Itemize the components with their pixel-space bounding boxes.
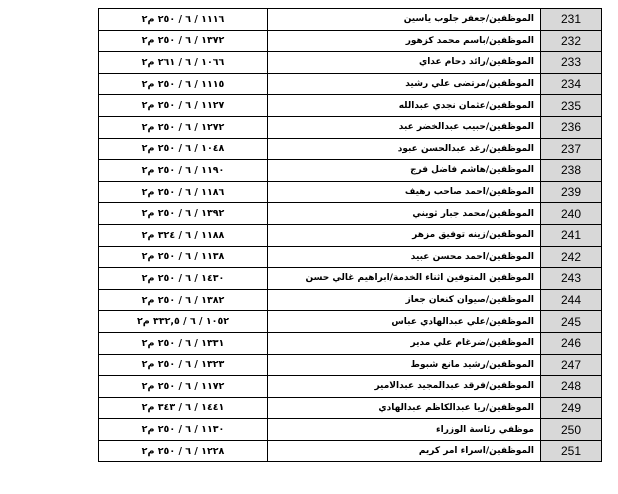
row-number: 234 [541,73,602,95]
beneficiary-name: الموظفين/رائد دحام عداي [268,52,541,74]
row-number: 239 [541,181,602,203]
table-row [99,30,602,52]
row-number: 246 [541,332,602,354]
table-row [99,332,602,354]
plot-reference: ١٠٥٢ / ٦ / ٣٣٢,٥ م٢ [99,311,268,333]
row-number: 242 [541,246,602,268]
table-row [99,116,602,138]
row-number: 251 [541,440,602,462]
beneficiary-name: الموظفين/احمد محسن عبيد [268,246,541,268]
allocation-table [98,8,602,462]
table-row [99,52,602,74]
plot-reference: ١١٩٠ / ٦ / ٢٥٠ م٢ [99,160,268,182]
beneficiary-name: الموظفين/رغد عبدالحسن عبود [268,138,541,160]
beneficiary-name: الموظفين/زينه توفيق مزهر [268,224,541,246]
row-number: 248 [541,376,602,398]
beneficiary-name: الموظفين/جعفر جلوب ياسين [268,9,541,31]
beneficiary-name: الموظفين/علي عبدالهادي عباس [268,311,541,333]
beneficiary-name: الموظفين/فرقد عبدالمجيد عبدالامير [268,376,541,398]
row-number: 245 [541,311,602,333]
table-row [99,224,602,246]
table-row [99,9,602,31]
plot-reference: ١٢٧٢ / ٦ / ٢٥٠ م٢ [99,116,268,138]
beneficiary-name: الموظفين/باسم محمد كزهور [268,30,541,52]
plot-reference: ١٠٦٦ / ٦ / ٢٦١ م٢ [99,52,268,74]
table-row [99,73,602,95]
beneficiary-name: الموظفين/ضرغام علي مدير [268,332,541,354]
beneficiary-name: الموظفين/صيوان كنعان جعاز [268,289,541,311]
row-number: 240 [541,203,602,225]
beneficiary-name: الموظفين/احمد صاحب رهيف [268,181,541,203]
plot-reference: ١٢٢٨ / ٦ / ٢٥٠ م٢ [99,440,268,462]
plot-reference: ١٤٣٠ / ٦ / ٢٥٠ م٢ [99,268,268,290]
row-number: 250 [541,419,602,441]
plot-reference: ١٣٢٣ / ٦ / ٢٥٠ م٢ [99,354,268,376]
table-row [99,419,602,441]
table-row [99,181,602,203]
plot-reference: ١١١٦ / ٦ / ٢٥٠ م٢ [99,9,268,31]
row-number: 241 [541,224,602,246]
row-number: 243 [541,268,602,290]
beneficiary-name: الموظفين المتوفين اثناء الخدمة/ابراهيم غالي حسن [268,268,541,290]
beneficiary-name: الموظفين/محمد جبار ثويني [268,203,541,225]
table-row [99,95,602,117]
plot-reference: ١٣٧٢ / ٦ / ٢٥٠ م٢ [99,30,268,52]
row-number: 235 [541,95,602,117]
table-row [99,289,602,311]
table-row [99,268,602,290]
plot-reference: ١١٨٦ / ٦ / ٢٥٠ م٢ [99,181,268,203]
row-number: 238 [541,160,602,182]
plot-reference: ١٣٨٢ / ٦ / ٢٥٠ م٢ [99,289,268,311]
row-number: 249 [541,397,602,419]
plot-reference: ١٠٤٨ / ٦ / ٢٥٠ م٢ [99,138,268,160]
table-row [99,311,602,333]
row-number: 244 [541,289,602,311]
plot-reference: ١١٣٨ / ٦ / ٢٥٠ م٢ [99,246,268,268]
row-number: 237 [541,138,602,160]
plot-reference: ١١١٥ / ٦ / ٢٥٠ م٢ [99,73,268,95]
row-number: 236 [541,116,602,138]
beneficiary-name: الموظفين/اسراء امر كريم [268,440,541,462]
beneficiary-name: الموظفين/ريا عبدالكاظم عبدالهادي [268,397,541,419]
table-row [99,138,602,160]
table-row [99,160,602,182]
plot-reference: ١٤٤١ / ٦ / ٣٤٣ م٢ [99,397,268,419]
row-number: 247 [541,354,602,376]
plot-reference: ١١٨٨ / ٦ / ٣٢٤ م٢ [99,224,268,246]
table-row [99,354,602,376]
beneficiary-name: الموظفين/عثمان نجدي عبدالله [268,95,541,117]
beneficiary-name: الموظفين/حبيب عبدالخضر عبد [268,116,541,138]
plot-reference: ١٣٣١ / ٦ / ٢٥٠ م٢ [99,332,268,354]
table-row [99,397,602,419]
beneficiary-name: موظفي رئاسة الوزراء [268,419,541,441]
row-number: 231 [541,9,602,31]
beneficiary-name: الموظفين/مرتضى علي رشيد [268,73,541,95]
row-number: 232 [541,30,602,52]
plot-reference: ١١٢٧ / ٦ / ٢٥٠ م٢ [99,95,268,117]
table-row [99,376,602,398]
plot-reference: ١٣٩٢ / ٦ / ٢٥٠ م٢ [99,203,268,225]
beneficiary-name: الموظفين/رشيد مانع شبوط [268,354,541,376]
table-row [99,440,602,462]
allocation-table-body [99,9,602,462]
table-row [99,203,602,225]
beneficiary-name: الموظفين/هاشم فاضل فرج [268,160,541,182]
row-number: 233 [541,52,602,74]
table-row [99,246,602,268]
plot-reference: ١١٧٢ / ٦ / ٢٥٠ م٢ [99,376,268,398]
plot-reference: ١١٣٠ / ٦ / ٢٥٠ م٢ [99,419,268,441]
